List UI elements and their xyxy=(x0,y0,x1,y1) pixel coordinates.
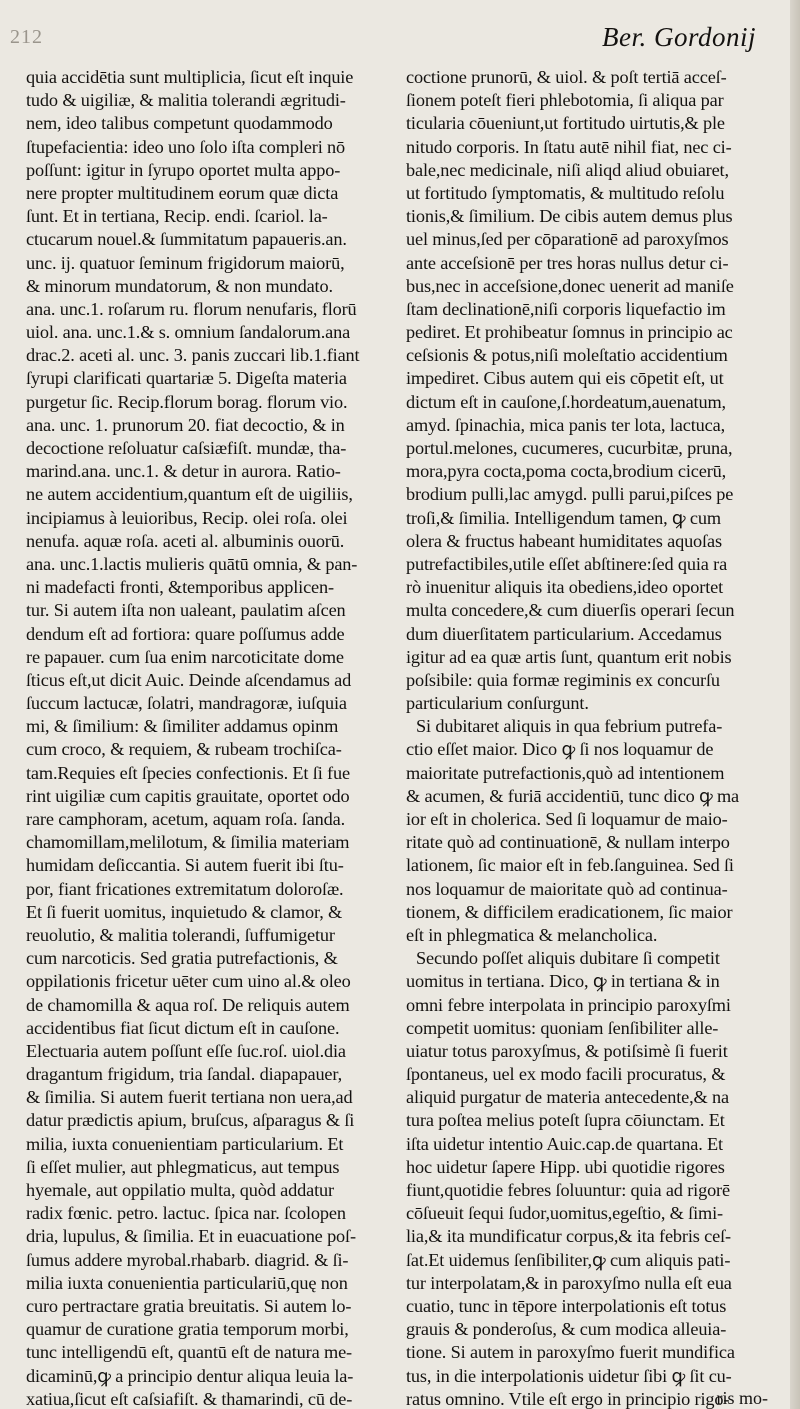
text-line: rint uigiliæ cum capitis grauitate, oportet odo xyxy=(26,785,350,806)
text-line: ſat.Et uidemus ſenſibiliter,ꝙ cum aliquis pati- xyxy=(406,1249,731,1270)
text-line: uomitus in tertiana. Dico, ꝙ in tertiana & in xyxy=(406,971,720,992)
text-line: impediret. Cibus autem qui eis cōpetit eſt, ut xyxy=(406,368,724,389)
text-line: purgetur ſic. Recip.florum borag. florum vio. xyxy=(26,391,348,412)
text-line: bus,nec in acceſsione,donec uenerit ad maniſe xyxy=(406,275,734,296)
text-line: tionis,& ſimilium. De cibis autem demus plus xyxy=(406,206,733,227)
text-line: ana. unc. 1. prunorum 20. fiat decoctio, & in xyxy=(26,414,345,435)
text-line: lia,& ita mundificatur corpus,& ita febris ceſ- xyxy=(406,1226,731,1247)
text-line: iſta uidetur intentio Auic.cap.de quartana. Et xyxy=(406,1133,723,1154)
text-line: competit uomitus: quoniam ſenſibiliter alle- xyxy=(406,1017,719,1038)
text-line: quamur de curatione gratia temporum morbi, xyxy=(26,1319,349,1340)
text-line: aliquid purgatur de materia antecedente,& na xyxy=(406,1087,729,1108)
text-line: nere propter multitudinem eorum quæ dicta xyxy=(26,182,339,203)
text-line: ſumus addere myrobal.rhabarb. diagrid. & ſi- xyxy=(26,1249,349,1270)
text-line: ceſsionis & potus,niſi moleſtatio accidentium xyxy=(406,345,728,366)
text-line: cum narcoticis. Sed gratia putrefactionis, & xyxy=(26,948,338,969)
text-line: ctio eſſet maior. Dico ꝙ ſi nos loquamur de xyxy=(406,739,714,760)
text-line: amyd. ſpinachia, mica panis ter lota, lactuca, xyxy=(406,414,725,435)
text-line: humidam deſiccantia. Si autem fuerit ibi ſtu- xyxy=(26,855,344,876)
text-line: Electuaria autem poſſunt eſſe ſuc.roſ. uiol.dia xyxy=(26,1040,346,1061)
text-line: dum diuerſitatem particularium. Accedamus xyxy=(406,623,722,644)
text-line: ſticus eſt,ut dicit Auic. Deinde aſcendamus ad xyxy=(26,669,352,690)
text-line: tione. Si autem in paroxyſmo fuerit mundifica xyxy=(406,1342,735,1363)
page-number: 212 xyxy=(10,26,43,48)
text-line: lationem, ſic maior eſt in feb.ſanguinea. Sed ſi xyxy=(406,855,734,876)
text-line: nenufa. aquæ roſa. aceti al. albuminis ouorū. xyxy=(26,530,345,551)
text-line: uel minus,ſed per cōparationē ad paroxyſmos xyxy=(406,229,729,250)
text-line: & ſimilia. Si autem fuerit tertiana non uera,ad xyxy=(26,1087,353,1108)
text-line: nem, ideo talibus competunt quodammodo xyxy=(26,113,333,134)
text-line: ante acceſsionē per tres horas nullus detur ci- xyxy=(406,252,729,273)
text-line: ſtam declinationē,niſi corporis liquefactio im xyxy=(406,298,726,319)
text-line: poſsibile: quia formæ regiminis ex concurſu xyxy=(406,669,720,690)
text-line: ſpontaneus, uel ex modo facili procuratus, & xyxy=(406,1064,726,1085)
text-line: ſuccum lactucæ, ſolatri, mandragoræ, iuſquia xyxy=(26,693,347,714)
text-line: ut fortitudo ſymptomatis, & multitudo reſolu xyxy=(406,182,725,203)
text-line: coctione prunorū, & uiol. & poſt tertiā acceſ- xyxy=(406,67,727,87)
text-line: accidentibus fiat ſicut dictum eſt in cauſone. xyxy=(26,1017,340,1038)
text-line: cuatio, tunc in tēpore interpolationis eſt totus xyxy=(406,1295,727,1316)
text-line: grauis & ponderoſus, & cum modica alleuia- xyxy=(406,1319,727,1340)
text-line: igitur ad ea quæ artis ſunt, quantum erit nobis xyxy=(406,646,732,667)
text-line: tionem, & difficilem eradicationem, ſic maior xyxy=(406,901,733,922)
text-line: de chamomilla & aqua roſ. De reliquis autem xyxy=(26,994,350,1015)
right-text-column xyxy=(406,66,768,1409)
text-line: omni febre interpolata in principio paroxyſmi xyxy=(406,994,731,1015)
text-line: reuolutio, & malitia tolerandi, ſuffumigetur xyxy=(26,924,335,945)
text-line: eſt in phlegmatica & melancholica. xyxy=(406,924,658,945)
text-line: re papauer. cum ſua enim narcoticitate dome xyxy=(26,646,344,667)
text-line: mi, & ſimilium: & ſimiliter addamus opinm xyxy=(26,716,339,737)
text-line: pediret. Et prohibeatur ſomnus in principio ac xyxy=(406,322,733,343)
text-line: fiunt,quotidie febres ſoluuntur: quia ad rigorē xyxy=(406,1180,730,1200)
text-line: tus, in die interpolationis uidetur ſibi ꝙ ſit cu- xyxy=(406,1365,732,1386)
text-line: nos loquamur de maioritate quò ad continua- xyxy=(406,878,728,899)
text-line: olera & fructus habeant humiditates aquoſas xyxy=(406,530,722,551)
page-gutter-shadow xyxy=(790,0,800,1409)
text-line: uiol. ana. unc.1.& s. omnium ſandalorum.ana xyxy=(26,322,351,343)
text-line: tur interpolatam,& in paroxyſmo nulla eſt eua xyxy=(406,1272,732,1293)
text-line: nitudo corporis. In ſtatu autē nihil fiat, nec ci- xyxy=(406,136,732,157)
text-line: ana. unc.1.lactis mulieris quātū omnia, & pan- xyxy=(26,553,358,574)
text-line: ana. unc.1. roſarum ru. florum nenufaris, florū xyxy=(26,298,357,319)
text-line: mora,pyra cocta,poma cocta,brodium cicerū, xyxy=(406,461,727,482)
text-line: curo pertractare gratia breuitatis. Si autem lo- xyxy=(26,1295,352,1316)
text-line: oppilationis fricetur uēter cum uino al.& oleo xyxy=(26,971,351,992)
text-line: Secundo poſſet aliquis dubitare ſi competit xyxy=(416,948,720,969)
text-line: portul.melones, cucumeres, cucurbitæ, pruna, xyxy=(406,438,733,458)
text-line: troſi,& ſimilia. Intelligendum tamen, ꝙ cum xyxy=(406,507,721,528)
catchword: ris mo- xyxy=(716,1388,768,1408)
text-line: brodium pulli,lac amygd. pulli parui,piſces pe xyxy=(406,484,734,505)
text-line: dendum eſt ad fortiora: quare poſſumus adde xyxy=(26,623,345,644)
text-line: xatiua,ſicut eſt caſsiafiſt. & thamarindi, cū de- xyxy=(26,1388,353,1409)
text-line: ſtupefacientia: ideo uno ſolo iſta compleri nō xyxy=(26,136,346,157)
text-line: multa concedere,& cum diuerſis operari ſecun xyxy=(406,600,735,621)
text-line: drac.2. aceti al. unc. 3. panis zuccari lib.1.fiant xyxy=(26,345,360,366)
text-line: ſunt. Et in tertiana, Recip. endi. ſcariol. la- xyxy=(26,206,328,227)
text-line: hoc uidetur ſapere Hipp. ubi quotidie rigores xyxy=(406,1156,725,1177)
text-line: unc. ij. quatuor ſeminum frigidorum maiorū, xyxy=(26,252,345,273)
text-line: & minorum mundatorum, & non mundato. xyxy=(26,275,333,296)
text-line: ni madefacti fronti, &temporibus applicen- xyxy=(26,577,334,598)
text-line: & acumen, & furiā accidentiū, tunc dico ꝙ ma xyxy=(406,785,740,806)
text-line: ſionem poteſt fieri phlebotomia, ſi aliqua par xyxy=(406,90,724,111)
text-line: ne autem accidentium,quantum eſt de uigiliis, xyxy=(26,484,353,505)
text-line: incipiamus à leuioribus, Recip. olei roſa. olei xyxy=(26,507,348,528)
text-line: tunc intelligendū eſt, quantū eſt de natura me- xyxy=(26,1342,352,1363)
running-head: Ber. Gordonij xyxy=(602,22,756,52)
text-line: cum croco, & requiem, & rubeam trochiſca- xyxy=(26,739,342,760)
text-line: marind.ana. unc.1. & detur in aurora. Ratio- xyxy=(26,461,341,482)
text-line: tur. Si autem iſta non ualeant, paulatim aſcen xyxy=(26,600,346,621)
text-line: tura poſtea melius poteſt ſupra cōiunctam. Et xyxy=(406,1110,725,1131)
text-line: ſi eſſet mulier, aut phlegmaticus, aut tempus xyxy=(26,1156,340,1177)
left-text-column xyxy=(26,66,400,1409)
text-line: ſyrupi clarificati quartariæ 5. Digeſta materia xyxy=(26,368,347,389)
text-line: por, fiant fricationes extremitatum doloroſæ. xyxy=(26,878,344,899)
text-line: rare camphoram, acetum, aquam roſa. ſanda. xyxy=(26,809,346,829)
text-line: radix fœnic. petro. lactuc. ſpica nar. ſcolopen xyxy=(26,1203,346,1224)
text-line: dicaminū,ꝙ a principio dentur aliqua leuia la- xyxy=(26,1365,354,1386)
text-line: ior eſt in cholerica. Sed ſi loquamur de maio- xyxy=(406,809,728,829)
text-line: Et ſi fuerit uomitus, inquietudo & clamor, & xyxy=(26,901,343,922)
text-line: decoctione reſoluatur caſsiæfiſt. mundæ, tha- xyxy=(26,438,347,458)
text-line: hyemale, aut oppilatio multa, quòd addatur xyxy=(26,1180,334,1200)
text-line: quia accidētia sunt multiplicia, ſicut eſt inquie xyxy=(26,67,354,87)
text-line: datur prædictis apium, bruſcus, aſparagus & ſi xyxy=(26,1110,355,1131)
text-line: Si dubitaret aliquis in qua febrium putrefa- xyxy=(416,716,723,737)
text-line: ticularia cōueniunt,ut fortitudo uirtutis,& ple xyxy=(406,113,725,134)
text-line: milia iuxta conuenientia particulariū,quę non xyxy=(26,1272,348,1293)
text-line: ritate quò ad continuationē, & nullam interpo xyxy=(406,832,730,853)
text-line: rò inuenitur aliquis ita obediens,ideo oportet xyxy=(406,577,724,598)
text-line: maioritate putrefactionis,quò ad intentionem xyxy=(406,762,725,783)
text-line: dria, lupulus, & ſimilia. Et in euacuatione poſ- xyxy=(26,1226,356,1247)
text-line: dragantum frigidum, tria ſandal. diapapauer, xyxy=(26,1064,343,1085)
text-line: tudo & uigiliæ, & malitia tolerandi ægritudi- xyxy=(26,90,346,111)
text-line: ratus omnino. Vtile eſt ergo in principio rigo- xyxy=(406,1388,730,1409)
text-line: cōſueuit ſequi ſudor,uomitus,egeſtio, & ſimi- xyxy=(406,1203,723,1224)
text-line: ctucarum nouel.& ſummitatum papaueris.an. xyxy=(26,229,347,250)
text-line: particularium conſurgunt. xyxy=(406,693,589,714)
text-line: dictum eſt in cauſone,ſ.hordeatum,auenatum, xyxy=(406,391,726,412)
text-line: putrefactibiles,utile eſſet abſtinere:ſed quia ra xyxy=(406,553,728,574)
text-line: chamomillam,melilotum, & ſimilia materiam xyxy=(26,832,350,853)
text-line: milia, iuxta conuenientiam particularium. Et xyxy=(26,1133,344,1154)
text-line: bale,nec medicinale, niſi aliqd aliud obuiaret, xyxy=(406,159,729,180)
text-line: tam.Requies eſt ſpecies confectionis. Et ſi fue xyxy=(26,762,350,783)
text-line: poſſunt: igitur in ſyrupo oportet multa appo- xyxy=(26,159,341,180)
text-line: uiatur totus paroxyſmus, & potiſsimè ſi fuerit xyxy=(406,1040,728,1061)
